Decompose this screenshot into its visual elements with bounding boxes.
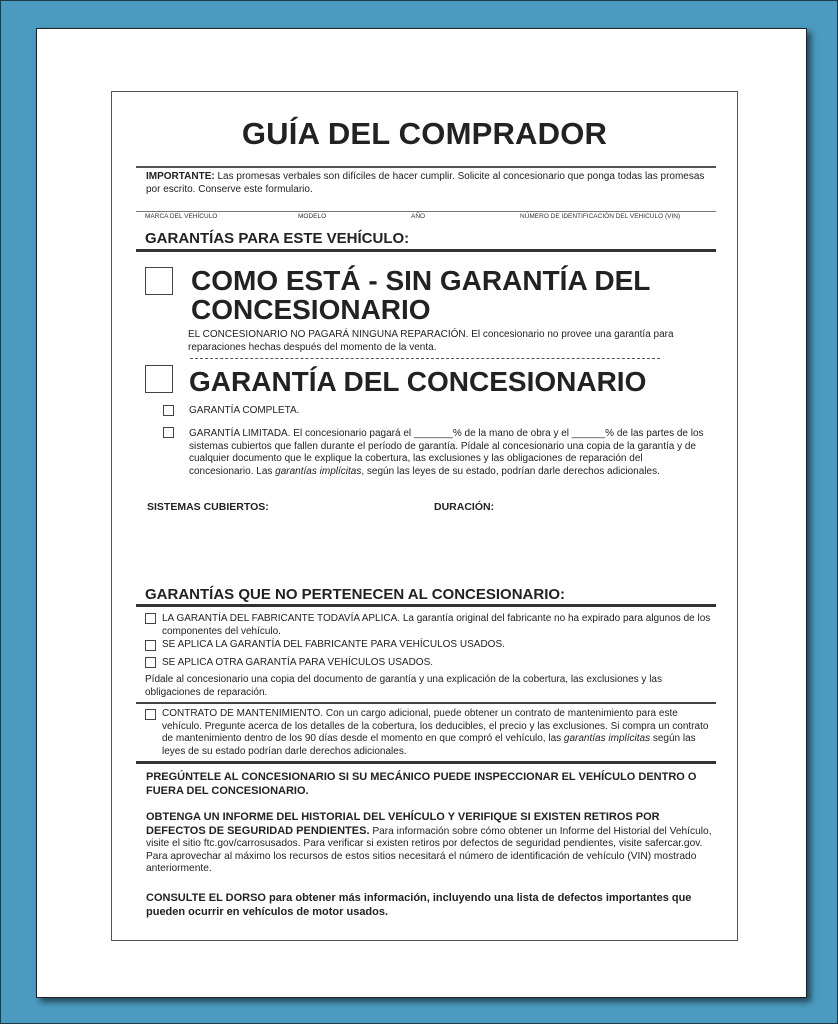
warranties-heading: GARANTÍAS PARA ESTE VEHÍCULO: bbox=[145, 230, 410, 247]
divider bbox=[136, 211, 716, 212]
back-text: para obtener más información, incluyendo una lista de defectos importantes que pueden ocurrir en vehículos de motor usados. bbox=[146, 892, 692, 918]
inspection-notice: PREGÚNTELE AL CONCESIONARIO SI SU MECÁNICO PUEDE INSPECCIONAR EL VEHÍCULO DENTRO O FUERA DEL CONCESIONARIO. bbox=[146, 771, 697, 797]
vehicle-model-label: MODELO bbox=[298, 213, 327, 220]
back-notice bbox=[146, 891, 716, 919]
important-notice bbox=[146, 170, 716, 196]
full-warranty-label: GARANTÍA COMPLETA. bbox=[189, 405, 300, 416]
systems-covered-label: SISTEMAS CUBIERTOS: bbox=[147, 501, 269, 513]
limited-warranty-checkbox[interactable] bbox=[163, 427, 174, 438]
full-warranty-checkbox[interactable] bbox=[163, 405, 174, 416]
implied-warranties-italic: garantías implícitas bbox=[275, 465, 362, 477]
duration-label: DURACIÓN: bbox=[434, 501, 495, 513]
divider bbox=[136, 761, 716, 764]
non-dealer-heading: GARANTÍAS QUE NO PERTENECEN AL CONCESIONARIO: bbox=[145, 586, 566, 603]
manufacturer-warranty-text: LA GARANTÍA DEL FABRICANTE TODAVÍA APLICA. La garantía original del fabricante no ha expirado para algunos de los componentes del vehículo. bbox=[162, 613, 711, 637]
as-is-checkbox[interactable] bbox=[145, 267, 173, 295]
service-contract-text bbox=[162, 708, 717, 758]
as-is-text: EL CONCESIONARIO NO PAGARÁ NINGUNA REPARACIÓN. El concesionario no provee una garantía para reparaciones hechas después del momento de la venta. bbox=[188, 329, 674, 353]
buyers-guide-form bbox=[111, 91, 738, 941]
dealer-warranty-heading: GARANTÍA DEL CONCESIONARIO bbox=[189, 366, 647, 397]
manufacturer-used-warranty-checkbox[interactable] bbox=[145, 640, 156, 651]
history-text: Para información sobre cómo obtener un Informe del Historial del Vehículo, visite el sitio ftc.gov/carrosusados. Para verificar si existen retiros por defectos de seguridad pendientes, visite safercar.gov. Para aprovechar al máximo los recursos de estos sitios necesitará el número de identificación de vehículo (VIN) mostrado anteriormente. bbox=[146, 825, 712, 874]
dashed-divider bbox=[190, 358, 660, 359]
as-is-heading bbox=[191, 266, 650, 324]
vehicle-make-label: MARCA DEL VEHÍCULO bbox=[145, 213, 218, 220]
manufacturer-warranty-checkbox[interactable] bbox=[145, 613, 156, 624]
limited-text-2: , según las leyes de su estado, podrían darle derechos adicionales. bbox=[361, 465, 660, 477]
dealer-warranty-checkbox[interactable] bbox=[145, 365, 173, 393]
service-contract-text-1: CONTRATO DE MANTENIMIENTO. Con un cargo adicional, puede obtener un contrato de mantenimiento para este vehículo. Pregunte acerca de los detalles de la cobertura, los deducibles, el precio y las exclusiones. Si compra un contrato de mantenimiento dentro de los 90 días desde el momento en que compró el vehículo, las bbox=[162, 708, 709, 744]
important-text: Las promesas verbales son difíciles de hacer cumplir. Solicite al concesionario que ponga todas las promesas por escrito. Conserve este formulario. bbox=[146, 171, 705, 195]
implied-warranties-italic: garantías implícitas bbox=[563, 733, 651, 744]
divider bbox=[136, 249, 716, 252]
divider bbox=[136, 702, 716, 704]
as-is-heading-line2: CONCESIONARIO bbox=[191, 294, 431, 325]
history-notice bbox=[146, 811, 716, 876]
non-dealer-note: Pídale al concesionario una copia del documento de garantía y una explicación de la cobertura, las exclusiones y las obligaciones de reparación. bbox=[145, 674, 662, 698]
back-label: CONSULTE EL DORSO bbox=[146, 892, 266, 904]
service-contract-text-2: según las leyes de su estado podrían darle derechos adicionales. bbox=[162, 733, 696, 757]
divider bbox=[136, 604, 716, 607]
other-used-warranty-text: SE APLICA OTRA GARANTÍA PARA VEHÍCULOS USADOS. bbox=[162, 657, 434, 668]
vehicle-vin-label: NÚMERO DE IDENTIFICACIÓN DEL VEHICULO (VIN) bbox=[520, 213, 681, 220]
vehicle-year-label: AÑO bbox=[411, 213, 426, 220]
history-bold: OBTENGA UN INFORME DEL HISTORIAL DEL VEHÍCULO Y VERIFIQUE SI EXISTEN RETIROS POR DEFECTOS DE SEGURIDAD PENDIENTES. bbox=[146, 811, 660, 837]
limited-text-1: GARANTÍA LIMITADA. El concesionario pagará el _______% de la mano de obra y el ______% de las partes de los sistemas cubiertos que fallen durante el período de garantía. Pídale al concesionario una copia de la garantía y de cualquier documento que le explique la cobertura, las exclusiones y las obligaciones de reparación del concesionario. Las bbox=[189, 428, 704, 477]
other-used-warranty-checkbox[interactable] bbox=[145, 657, 156, 668]
service-contract-checkbox[interactable] bbox=[145, 709, 156, 720]
limited-warranty-text bbox=[189, 428, 707, 478]
important-label: IMPORTANTE: bbox=[146, 171, 215, 182]
manufacturer-used-warranty-text: SE APLICA LA GARANTÍA DEL FABRICANTE PARA VEHÍCULOS USADOS. bbox=[162, 639, 505, 650]
as-is-heading-line1: COMO ESTÁ - SIN GARANTÍA DEL bbox=[191, 265, 651, 296]
divider bbox=[136, 166, 716, 168]
document-title: GUÍA DEL COMPRADOR bbox=[241, 116, 608, 151]
